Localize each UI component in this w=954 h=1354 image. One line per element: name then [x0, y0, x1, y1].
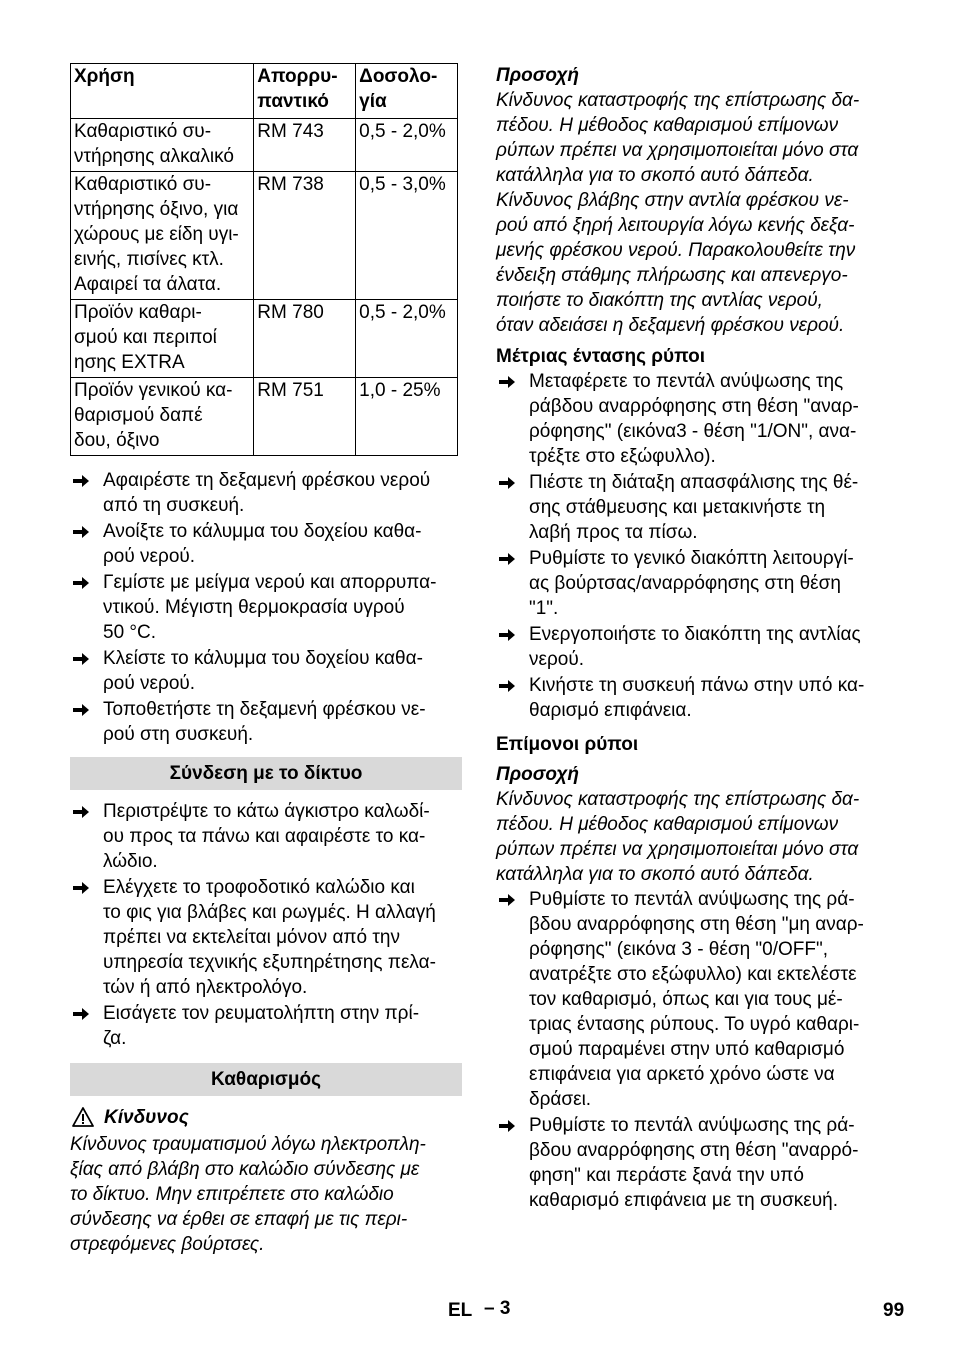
instruction-line: Ρυθμίστε το πεντάλ ανύψωσης της ρά-: [529, 1115, 855, 1136]
arrow-right-icon: [72, 1007, 90, 1021]
header-detergent-line: Απορρυ-: [257, 66, 338, 87]
instruction-line: ου προς τα πάνω και αφαιρέστε το κα-: [103, 826, 426, 847]
left-blocks: [70, 468, 462, 1257]
cell-use-line: ντήρησης όξινο, για: [74, 199, 239, 220]
caution-line: Κίνδυνος καταστροφής της επίστρωσης δα-: [496, 789, 860, 810]
cell-use-line: ησης EXTRA: [74, 352, 185, 373]
instruction-step: [496, 369, 888, 469]
instruction-line: ρού νερού.: [103, 673, 196, 694]
cell-use: [71, 378, 254, 456]
danger-text: [70, 1132, 462, 1257]
stubborn-dirt-heading: Επίμονοι ρύποι: [496, 734, 639, 755]
instruction-line: Πιέστε τη διάταξη απασφάλισης της θέ-: [529, 472, 859, 493]
caution-line: όταν αδειάσει η δεξαμενή φρέσκου νερού.: [496, 315, 845, 336]
cell-dosage: 1,0 - 25%: [356, 378, 458, 456]
instruction-line: Ρυθμίστε το πεντάλ ανύψωσης της ρά-: [529, 889, 855, 910]
arrow-right-icon: [498, 375, 516, 389]
section-heading-mains: Σύνδεση με το δίκτυο: [70, 757, 462, 790]
cell-use-line: Καθαριστικό συ-: [74, 121, 212, 142]
arrow-right-icon: [498, 552, 516, 566]
header-detergent: [254, 64, 356, 119]
instruction-line: Κλείστε το κάλυμμα του δοχείου καθα-: [103, 648, 423, 669]
instruction-line: ντικού. Μέγιστη θερμοκρασία υγρού: [103, 597, 405, 618]
caution-line: ρύπων πρέπει να χρησιμοποιείται μόνο στα: [496, 140, 859, 161]
instruction-line: το φις για βλάβες και ρωγμές. Η αλλαγή: [103, 902, 436, 923]
instruction-step: [496, 470, 888, 545]
instruction-line: ανατρέξτε στο εξώφυλλο) και εκτελέστε: [529, 964, 857, 985]
danger-title-row: [70, 1105, 462, 1130]
table-row: [71, 172, 458, 300]
cell-use-line: χώρους με είδη υγι-: [74, 224, 239, 245]
caution-line: πέδου. Η μέθοδος καθαρισμού επίμονων: [496, 115, 839, 136]
instruction-line: τρέξτε στο εξώφυλλο).: [529, 446, 716, 467]
instruction-line: Τοποθετήστε τη δεξαμενή φρέσκου νε-: [103, 699, 426, 720]
instruction-line: Γεμίστε με μείγμα νερού και απορρυπα-: [103, 572, 437, 593]
arrow-right-icon: [72, 576, 90, 590]
medium-dirt-steps: [496, 369, 888, 723]
instruction-line: Ρυθμίστε το γενικό διακόπτη λειτουργί-: [529, 548, 854, 569]
instruction-line: λαβή προς τα πίσω.: [529, 522, 698, 543]
instruction-line: τον καθαρισμό, όπως και για τους μέ-: [529, 989, 843, 1010]
instruction-line: ας βούρτσας/αναρρόφησης στη θέση: [529, 573, 841, 594]
cell-use-line: Καθαριστικό συ-: [74, 174, 212, 195]
instruction-step: [70, 468, 462, 518]
instruction-line: τών ή από ηλεκτρολόγο.: [103, 977, 308, 998]
caution-line: ένδειξη στάθμης πλήρωσης και απενεργο-: [496, 265, 848, 286]
cell-use: [71, 300, 254, 378]
caution-line: ποιήστε το διακόπτη της αντλίας νερού,: [496, 290, 823, 311]
cell-use-line: Προϊόν γενικού κα-: [74, 380, 233, 401]
instruction-line: Ελέγχετε το τροφοδοτικό καλώδιο και: [103, 877, 415, 898]
instruction-line: ρόφησης" (εικόνα3 - θέση "1/ON", ανα-: [529, 421, 857, 442]
instruction-line: λώδιο.: [103, 851, 158, 872]
instruction-line: Ενεργοποιήστε το διακόπτη της αντλίας: [529, 624, 861, 645]
instruction-line: φηση" και περάστε ξανά την υπό: [529, 1165, 804, 1186]
footer-page-number: 99: [883, 1300, 905, 1321]
cell-detergent: RM 738: [254, 172, 356, 300]
section-heading-cleaning: Καθαρισμός: [70, 1063, 462, 1096]
caution-line: κατάλληλα για το σκοπό αυτό δάπεδα.: [496, 165, 814, 186]
table-header-row: [71, 64, 458, 119]
arrow-right-icon: [72, 525, 90, 539]
instruction-line: θαρισμό επιφάνεια.: [529, 700, 692, 721]
cell-use: [71, 119, 254, 172]
caution-line: κατάλληλα για το σκοπό αυτό δάπεδα.: [496, 864, 814, 885]
arrow-right-icon: [72, 474, 90, 488]
header-dosage: [356, 64, 458, 119]
danger-line: ξίας από βλάβη στο καλώδιο σύνδεσης με: [70, 1159, 420, 1180]
instruction-line: από τη συσκευή.: [103, 495, 245, 516]
arrow-right-icon: [498, 893, 516, 907]
instruction-step: [496, 622, 888, 672]
cell-use-line: εινής, πισίνες κτλ.: [74, 249, 224, 270]
danger-title: Κίνδυνος: [104, 1107, 189, 1128]
table-row: [71, 300, 458, 378]
instruction-line: δράσει.: [529, 1089, 592, 1110]
table-body: [71, 119, 458, 456]
arrow-right-icon: [498, 476, 516, 490]
instruction-line: Εισάγετε τον ρευματολήπτη στην πρί-: [103, 1003, 420, 1024]
mains-steps: [70, 799, 462, 1051]
footer-language: EL: [448, 1300, 473, 1321]
cell-use-line: δου, όξινο: [74, 430, 160, 451]
instruction-line: ρού στη συσκευή.: [103, 724, 254, 745]
instruction-line: ράβδου αναρρόφησης στη θέση "αναρ-: [529, 396, 859, 417]
cell-use: [71, 172, 254, 300]
instruction-step: [70, 875, 462, 1000]
instruction-line: ρόφησης" (εικόνα 3 - θέση "0/OFF",: [529, 939, 829, 960]
instruction-step: [496, 673, 888, 723]
cell-use-line: σμού και περιποί: [74, 327, 217, 348]
instruction-line: νερού.: [529, 649, 585, 670]
arrow-right-icon: [72, 805, 90, 819]
instruction-line: ρού νερού.: [103, 546, 196, 567]
instruction-step: [70, 646, 462, 696]
instruction-line: πρέπει να εκτελείται μόνον από την: [103, 927, 400, 948]
instruction-step: [496, 887, 888, 1112]
cell-detergent: RM 743: [254, 119, 356, 172]
instruction-line: βδου αναρρόφησης στη θέση "αναρρό-: [529, 1140, 859, 1161]
cell-use-line: Προϊόν καθαρι-: [74, 302, 202, 323]
warning-triangle-icon: [72, 1107, 94, 1127]
filling-steps: [70, 468, 462, 747]
header-detergent-line: παντικό: [257, 91, 329, 112]
instruction-line: επιφάνεια για αρκετό χρόνο ώστε να: [529, 1064, 835, 1085]
arrow-right-icon: [498, 679, 516, 693]
instruction-line: "1".: [529, 598, 559, 619]
cell-detergent: RM 780: [254, 300, 356, 378]
header-dosage-line: Δοσολο-: [359, 66, 438, 87]
header-use: [71, 64, 254, 119]
instruction-step: [70, 799, 462, 874]
instruction-step: [70, 1001, 462, 1051]
instruction-step: [496, 1113, 888, 1213]
instruction-step: [70, 697, 462, 747]
instruction-line: βδου αναρρόφησης στη θέση "μη αναρ-: [529, 914, 864, 935]
instruction-line: υπηρεσία τεχνικής εξυπηρέτησης πελα-: [103, 952, 436, 973]
caution-line: Κίνδυνος καταστροφής της επίστρωσης δα-: [496, 90, 860, 111]
instruction-line: Κινήστε τη συσκευή πάνω στην υπό κα-: [529, 675, 865, 696]
cell-use-line: Αφαιρεί τα άλατα.: [74, 274, 222, 295]
instruction-line: σης στάθμευσης και μετακινήστε τη: [529, 497, 826, 518]
caution-title-1: Προσοχή: [496, 65, 580, 86]
detergent-table: [70, 63, 458, 456]
table-row: [71, 378, 458, 456]
danger-line: σύνδεσης να έρθει σε επαφή με τις περι-: [70, 1209, 408, 1230]
caution-title-2: Προσοχή: [496, 764, 580, 785]
instruction-line: Μεταφέρετε το πεντάλ ανύψωσης της: [529, 371, 844, 392]
instruction-line: Περιστρέψτε το κάτω άγκιστρο καλωδί-: [103, 801, 430, 822]
medium-dirt-heading: Μέτριας έντασης ρύποι: [496, 346, 705, 367]
caution-line: μενής φρέσκου νερού. Παρακολουθείτε την: [496, 240, 856, 261]
instruction-line: 50 °C.: [103, 622, 157, 643]
cell-dosage: 0,5 - 3,0%: [356, 172, 458, 300]
caution-line: ρού από ξηρή λειτουργία λόγω κενής δεξα-: [496, 215, 855, 236]
caution-line: Κίνδυνος βλάβης στην αντλία φρέσκου νε-: [496, 190, 849, 211]
arrow-right-icon: [72, 881, 90, 895]
instruction-line: καθαρισμό επιφάνεια με τη συσκευή.: [529, 1190, 839, 1211]
cell-dosage: 0,5 - 2,0%: [356, 300, 458, 378]
instruction-line: Ανοίξτε το κάλυμμα του δοχείου καθα-: [103, 521, 422, 542]
header-use-line: Χρήση: [74, 66, 135, 87]
arrow-right-icon: [72, 703, 90, 717]
right-blocks: [496, 63, 888, 1214]
instruction-step: [70, 570, 462, 645]
instruction-step: [496, 546, 888, 621]
danger-line: στρεφόμενες βούρτσες.: [70, 1234, 265, 1255]
caution-line: πέδου. Η μέθοδος καθαρισμού επίμονων: [496, 814, 839, 835]
stubborn-dirt-steps: [496, 887, 888, 1213]
instruction-line: σμού παραμένει στην υπό καθαρισμό: [529, 1039, 845, 1060]
instruction-line: τριας έντασης ρύπους. Το υγρό καθαρι-: [529, 1014, 860, 1035]
instruction-line: Αφαιρέστε τη δεξαμενή φρέσκου νερού: [103, 470, 431, 491]
cell-use-line: θαρισμού δαπέ: [74, 405, 203, 426]
instruction-step: [70, 519, 462, 569]
cell-detergent: RM 751: [254, 378, 356, 456]
footer-section-page: – 3: [484, 1298, 511, 1319]
table-row: [71, 119, 458, 172]
cell-dosage: 0,5 - 2,0%: [356, 119, 458, 172]
header-dosage-line: γία: [359, 91, 387, 112]
arrow-right-icon: [498, 628, 516, 642]
danger-line: το δίκτυο. Μην επιτρέπετε στο καλώδιο: [70, 1184, 394, 1205]
caution-text-2: [496, 787, 888, 887]
caution-line: ρύπων πρέπει να χρησιμοποιείται μόνο στα: [496, 839, 859, 860]
instruction-line: ζα.: [103, 1028, 127, 1049]
arrow-right-icon: [72, 652, 90, 666]
arrow-right-icon: [498, 1119, 516, 1133]
cell-use-line: ντήρησης αλκαλικό: [74, 146, 234, 167]
danger-line: Κίνδυνος τραυματισμού λόγω ηλεκτροπλη-: [70, 1134, 426, 1155]
caution-text-1: [496, 88, 888, 338]
